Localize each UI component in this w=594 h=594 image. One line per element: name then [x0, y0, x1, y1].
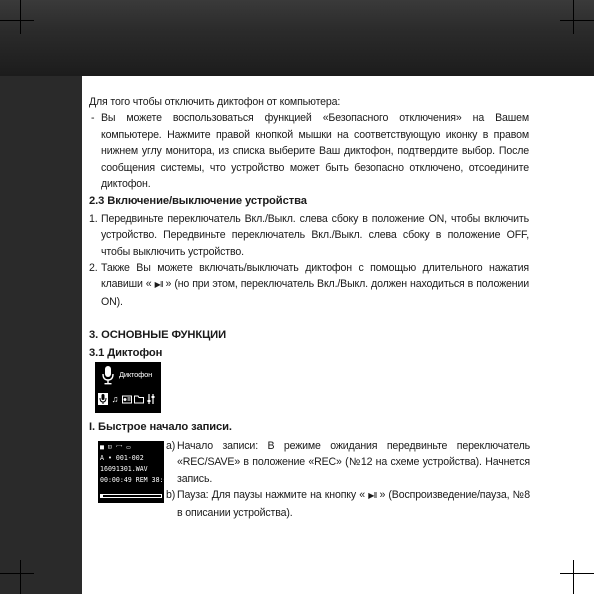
intro-text: Для того чтобы отключить диктофон от компьютера:: [89, 96, 341, 108]
list-text: Также Вы можете включать/выключать диктофон с помощью длительного нажатия клавиши «: [101, 262, 529, 291]
crop-mark: [0, 573, 34, 574]
list-letter: a): [166, 440, 176, 452]
settings-icon: [146, 393, 156, 405]
rec-time: 00:00:49 REM 38:00: [100, 476, 172, 484]
safe-removal-bullet: [89, 110, 529, 192]
rec-track-row: A • 001-002: [100, 454, 144, 462]
mic-icon: [101, 365, 115, 385]
section-heading-quick-start: I. Быстрое начало записи.: [89, 421, 232, 433]
list-text: Пауза: Для паузы нажмите на кнопку «: [177, 489, 365, 502]
crop-mark: [20, 0, 21, 34]
bullet-mark: -: [91, 112, 95, 125]
mic-icon: [98, 393, 108, 405]
list-text: » (Воспроизведение/пауза, №8 в описании устройства).: [177, 489, 530, 519]
rec-progress-bar: [100, 494, 162, 498]
menu-title-row: [95, 362, 161, 387]
list-number: 1.: [89, 212, 98, 225]
music-note-icon: ♫: [111, 394, 119, 404]
list-text: Начало записи: В режиме ожидания передвиньте переключатель «REC/SAVE» в положение «REC» (№12 на схеме устройства). Начнется запись.: [177, 440, 530, 485]
list-item: [89, 260, 529, 310]
body-text: [89, 94, 529, 362]
folder-icon: [134, 393, 144, 405]
menu-icons-row: [98, 390, 160, 408]
crop-mark: [0, 20, 34, 21]
list-number: 2.: [89, 262, 98, 275]
crop-mark: [560, 20, 594, 21]
bullet-text: Вы можете воспользоваться функцией «Безопасного отключения» на Вашем компьютере. Нажмите правой кнопкой мышки на соответствующую иконку в правом нижнем углу монитора, из списка выберите Ваш диктофон, подтвердите выбор. После сообщения системы, что устройство может быть безопасно отключено, отсоедините диктофон.: [101, 112, 529, 191]
list-item: [89, 211, 529, 260]
dictaphone-menu-screen: [95, 362, 161, 413]
list-item: [166, 487, 530, 521]
crop-mark: [20, 560, 21, 594]
play-pause-icon: ▶II: [368, 491, 377, 501]
rec-progress-fill: [101, 495, 103, 497]
menu-label: Диктофон: [119, 370, 153, 379]
play-pause-icon: ▶II: [154, 280, 163, 290]
section-heading-3-1: 3.1 Диктофон: [89, 346, 163, 359]
rec-status-row: ■ ⊡ 冖 ▭: [100, 443, 131, 451]
list-item: [166, 438, 530, 487]
section-heading-2-3: 2.3 Включение/выключение устройства: [89, 195, 307, 208]
list-text: » (но при этом, переключатель Вкл./Выкл. должен находиться в положении ON).: [101, 278, 529, 308]
quick-start-steps: [166, 438, 530, 521]
crop-mark: [573, 0, 574, 34]
rec-filename: 16091301.WAV: [100, 465, 148, 473]
section-heading-3: 3. ОСНОВНЫЕ ФУНКЦИИ: [89, 329, 227, 342]
list-text: Передвиньте переключатель Вкл./Выкл. слева сбоку в положение ON, чтобы включить устройство. Передвиньте переключатель Вкл./Выкл. слева сбоку в положение OFF, чтобы выключить устройство.: [101, 212, 529, 258]
top-banner: [0, 0, 594, 76]
crop-mark: [560, 573, 594, 574]
recording-screen: [98, 441, 172, 503]
list-letter: b): [166, 489, 176, 502]
crop-mark: [573, 560, 574, 594]
radio-icon: [122, 393, 132, 405]
left-margin-strip: [0, 76, 82, 594]
